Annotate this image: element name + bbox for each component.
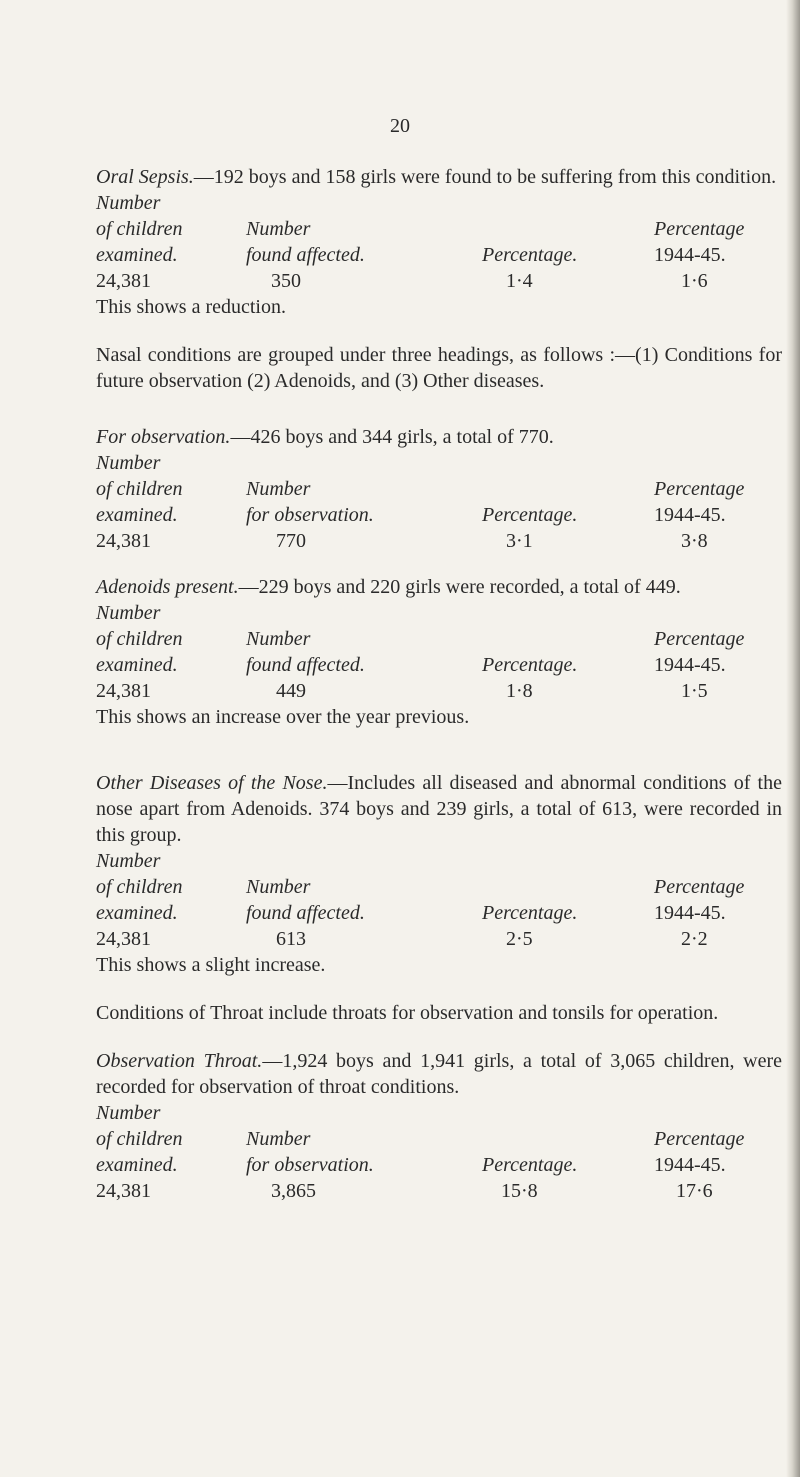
cell-examined: 24,381 <box>96 680 151 702</box>
cell-percentage: 2·5 <box>506 928 533 950</box>
col-header-year: 1944-45. <box>654 1154 726 1176</box>
cell-percentage-prev: 1·6 <box>681 270 708 292</box>
col-header-percentage-prev: Percentage <box>654 876 745 898</box>
for-observation-table <box>96 450 782 560</box>
col-header-number: Number <box>96 452 161 474</box>
col-header-number-2: Number <box>246 628 311 650</box>
col-header-examined: examined. <box>96 902 178 924</box>
col-header-percentage: Percentage. <box>482 244 578 266</box>
col-header-of-children: of children <box>96 628 183 650</box>
col-header-of-children: of children <box>96 478 183 500</box>
oral-sepsis-table <box>96 190 782 322</box>
adenoids-note: This shows an increase over the year previous. <box>96 706 470 728</box>
for-observation-text: —426 boys and 344 girls, a total of 770. <box>230 426 554 448</box>
col-header-percentage-prev: Percentage <box>654 1128 745 1150</box>
adenoids-paragraph <box>96 574 782 600</box>
other-nose-table <box>96 848 782 980</box>
col-header-number: Number <box>96 850 161 872</box>
page-edge-shadow <box>786 0 800 1477</box>
cell-for-observation: 770 <box>276 530 306 552</box>
col-header-number-2: Number <box>246 218 311 240</box>
document-body <box>96 108 782 1210</box>
cell-percentage: 3·1 <box>506 530 533 552</box>
observation-throat-paragraph <box>96 1048 782 1100</box>
observation-throat-text: —1,924 boys and 1,941 girls, a total of 3,065 children, were recorded for observation of throat conditions. <box>96 1050 783 1098</box>
for-observation-section <box>96 424 782 560</box>
col-header-of-children: of children <box>96 1128 183 1150</box>
adenoids-text: —229 boys and 220 girls were recorded, a total of 449. <box>238 576 681 598</box>
col-header-examined: examined. <box>96 1154 178 1176</box>
cell-examined: 24,381 <box>96 1180 151 1202</box>
observation-throat-section <box>96 1048 782 1210</box>
adenoids-section <box>96 574 782 730</box>
for-observation-paragraph <box>96 424 782 450</box>
other-nose-heading: Other Diseases of the Nose. <box>96 772 328 794</box>
other-nose-section <box>96 770 782 978</box>
col-header-percentage-prev: Percentage <box>654 218 745 240</box>
col-header-number-2: Number <box>246 876 311 898</box>
col-header-percentage: Percentage. <box>482 1154 578 1176</box>
observation-throat-table <box>96 1100 782 1210</box>
nasal-intro-paragraph: Nasal conditions are grouped under three headings, as follows :—(1) Conditions for future observation (2) Adenoids, and (3) Other diseases. <box>96 344 782 392</box>
col-header-found-affected: found affected. <box>246 244 365 266</box>
col-header-percentage: Percentage. <box>482 654 578 676</box>
other-nose-note: This shows a slight increase. <box>96 954 326 976</box>
throat-intro-paragraph: Conditions of Throat include throats for observation and tonsils for operation. <box>96 1002 719 1024</box>
observation-throat-heading: Observation Throat. <box>96 1050 263 1072</box>
cell-percentage: 1·4 <box>506 270 533 292</box>
col-header-number: Number <box>96 1102 161 1124</box>
other-nose-paragraph <box>96 770 782 848</box>
cell-percentage: 1·8 <box>506 680 533 702</box>
col-header-number: Number <box>96 192 161 214</box>
col-header-year: 1944-45. <box>654 504 726 526</box>
col-header-year: 1944-45. <box>654 902 726 924</box>
cell-percentage-prev: 1·5 <box>681 680 708 702</box>
col-header-examined: examined. <box>96 654 178 676</box>
cell-affected: 449 <box>276 680 306 702</box>
cell-examined: 24,381 <box>96 530 151 552</box>
cell-percentage-prev: 3·8 <box>681 530 708 552</box>
col-header-number: Number <box>96 602 161 624</box>
cell-percentage: 15·8 <box>501 1180 538 1202</box>
col-header-year: 1944-45. <box>654 244 726 266</box>
oral-sepsis-text: —192 boys and 158 girls were found to be suffering from this condition. <box>193 166 777 188</box>
col-header-percentage: Percentage. <box>482 504 578 526</box>
col-header-found-affected: found affected. <box>246 902 365 924</box>
col-header-examined: examined. <box>96 504 178 526</box>
col-header-number-2: Number <box>246 478 311 500</box>
col-header-examined: examined. <box>96 244 178 266</box>
for-observation-heading: For observation. <box>96 426 231 448</box>
cell-percentage-prev: 2·2 <box>681 928 708 950</box>
col-header-percentage-prev: Percentage <box>654 478 745 500</box>
col-header-percentage-prev: Percentage <box>654 628 745 650</box>
cell-affected: 613 <box>276 928 306 950</box>
other-nose-text: —Includes all diseased and abnormal conditions of the nose apart from Adenoids. 374 boys and 239 girls, a total of 613, were recorded in this group. <box>96 772 782 846</box>
col-header-found-affected: found affected. <box>246 654 365 676</box>
oral-sepsis-heading: Oral Sepsis. <box>96 166 194 188</box>
col-header-of-children: of children <box>96 876 183 898</box>
cell-for-observation: 3,865 <box>271 1180 316 1202</box>
col-header-year: 1944-45. <box>654 654 726 676</box>
oral-sepsis-section <box>96 164 782 320</box>
cell-examined: 24,381 <box>96 270 151 292</box>
oral-sepsis-note: This shows a reduction. <box>96 296 286 318</box>
oral-sepsis-paragraph <box>96 164 782 190</box>
col-header-for-observation: for observation. <box>246 1154 374 1176</box>
adenoids-heading: Adenoids present. <box>96 576 239 598</box>
col-header-number-2: Number <box>246 1128 311 1150</box>
adenoids-table <box>96 600 782 732</box>
col-header-percentage: Percentage. <box>482 902 578 924</box>
cell-affected: 350 <box>271 270 301 292</box>
page-number: 20 <box>390 115 410 137</box>
cell-percentage-prev: 17·6 <box>676 1180 713 1202</box>
col-header-of-children: of children <box>96 218 183 240</box>
cell-examined: 24,381 <box>96 928 151 950</box>
col-header-for-observation: for observation. <box>246 504 374 526</box>
